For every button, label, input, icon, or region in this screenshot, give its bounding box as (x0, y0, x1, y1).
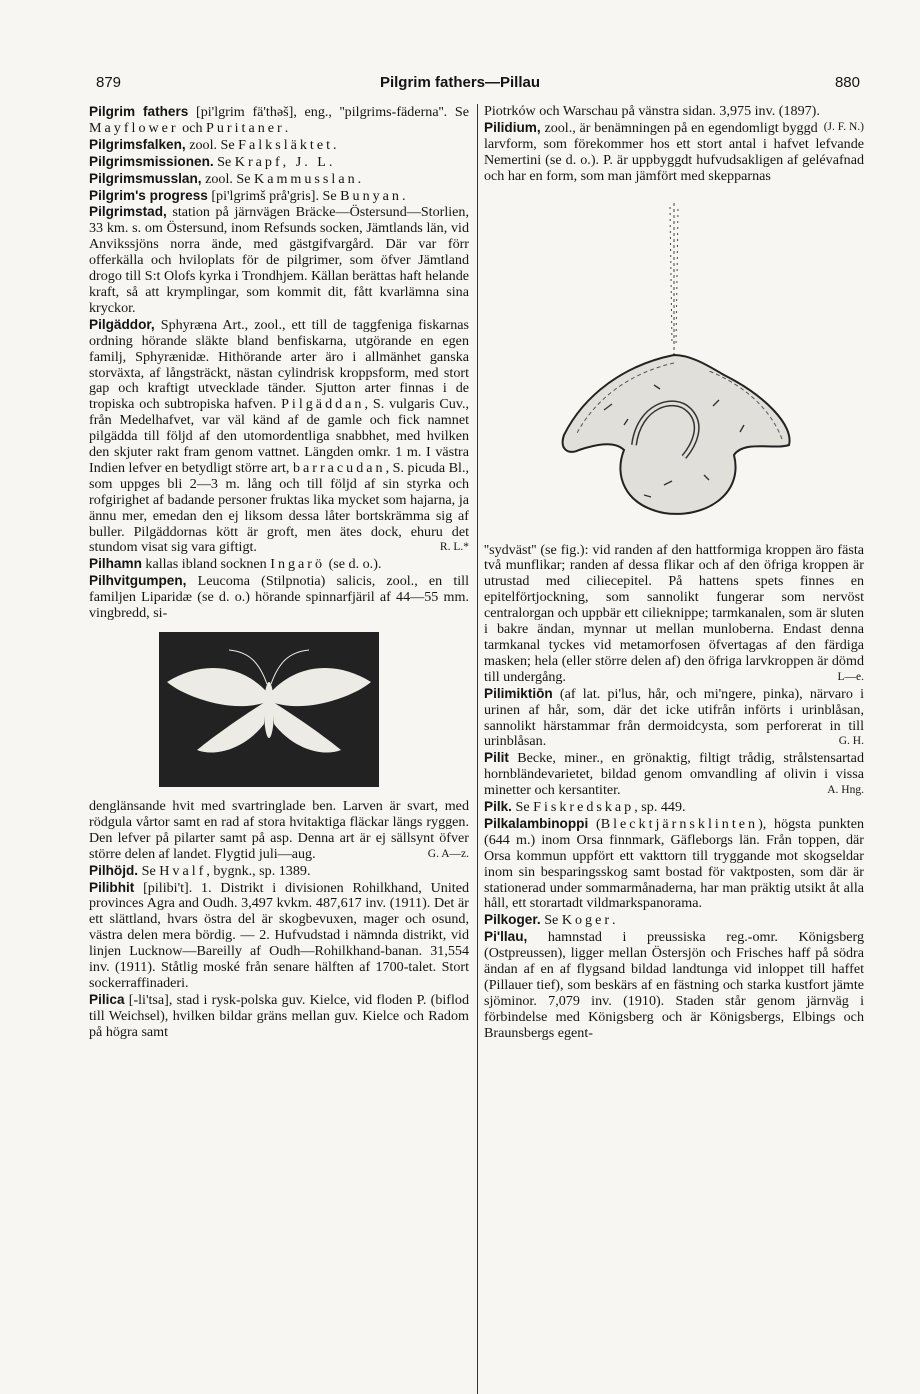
page-number-left: 879 (96, 74, 122, 91)
entry-pilhojd: Pilhöjd. Se Hvalf, bygnk., sp. 1389. (89, 862, 311, 879)
right-column (484, 104, 864, 1042)
left-column (89, 104, 469, 1041)
entry-pilidium-continued: ''sydväst'' (se fig.): vid randen af den hattformiga kroppen äro fästa två munflikar; randen af dessa flikar och af den öfriga kroppen är utrustad med ciliecepitel. På hattens spets finnes en epitelförtjockning, som sannolikt fungerar som nervöst centralorgan och uppbär ett cilieknippe; tarmkanalen, som är sluten i bakre ändan, mynnar ut mellan munloberna. Endast denna tarmkanal tyckes vid metamorfosen öfvertagas af den färdiga masken; hela (eller större delen af) den öfriga larvkroppen är dömd till undergång. L—e. (484, 541, 864, 685)
page-number-right: 880 (834, 74, 860, 91)
column-divider (477, 104, 478, 1394)
entry-pilgrims-progress: Pilgrim's progress [pi'lgrimš prå'gris]. Se Bunyan. (89, 187, 406, 204)
entry-pilica-continued: Piotrków och Warschau på vänstra sidan. 3,975 inv. (1897). (J. F. N.) (484, 104, 864, 120)
entry-pilidium: Pilidium, zool., är benämningen på en egendomligt byggd larvform, som förekommer hos ett stort antal i hafvet lefvande Nemertini (se d. o.). P. är uppbyggdt hufvudsakligen af gelévafnad och har en form, som man jämfört med skepparnas (484, 119, 864, 184)
entry-pilgrimsfalken: Pilgrimsfalken, zool. Se Falksläktet. (89, 136, 337, 153)
entry-pilk: Pilk. Se Fiskredskap, sp. 449. (484, 799, 686, 816)
entry-pilica: Pilica [-li'tsa], stad i rysk-polska guv. Kielce, vid floden P. (biflod till Weichsel), hvilken bildar gräns mellan guv. Kielce och Radom på högra samt (89, 991, 469, 1040)
signature: (J. F. N.) (823, 120, 864, 133)
entry-pilgrimsmusslan: Pilgrimsmusslan, zool. Se Kammusslan. (89, 170, 362, 187)
entry-pilkoger: Pilkoger. Se Koger. (484, 912, 616, 929)
entry-pilhvitgumpen-continued: denglänsande hvit med svartringlade ben. Larven är svart, med rödgula vårtor samt en rad af stora hvitaktiga fläckar längs ryggen. Den lefver på pilarter samt på asp. Denna art är ej sällsynt öfver större delen af landet. Flygtid juli—aug. G. A—z. (89, 798, 469, 862)
entry-pillau: Pi'llau, hamnstad i preussiska reg.-omr. Königsberg (Ostpreussen), ligger mellan Östersjön och Frisches haff på södra ändan af en af flygsand bildad landtunga vid inloppet till haffet (Pillauer tief), som beskärs af en fästning och starka kustfort jämte sjöminor. 7,079 inv. (1910). Staden står genom järnväg i förbindelse med Königsberg och är Königsbergs, Elbings och Braunsbergs egent- (484, 929, 864, 1041)
running-header (0, 74, 920, 94)
entry-pilibhit: Pilibhit [pilibi't]. 1. Distrikt i divisionen Rohilkhand, United provinces Agra and Oudh. 3,497 kvkm. 487,617 inv. (1911). Det är ett slättland, hvars östra del är skogbevuxen, mager och osund, västra delen mera bördig. — 2. Hufvudstad i nämnda distrikt, vid linjen Lucknow—Bareilly af Oudh—Rohilkhand-banan. 31,554 inv. (1911). Ståtlig moské från senare hälften af 1700-talet. Stort sockerraffinaderi. (89, 879, 469, 991)
entry-pilit: Pilit Becke, miner., en grönaktig, filtigt trådig, strålstensartad hornbländevarietet, bildad genom omvandling af olivin i vissa minetter och kersantiter. A. Hng. (484, 750, 864, 799)
signature: A. Hng. (827, 784, 864, 797)
signature: G. H. (838, 735, 864, 748)
entry-pilimiktion: Pilimiktiōn (af lat. pi'lus, hår, och mi'ngere, pinka), närvaro i urinen af hår, som, där det icke utifrån införts i urinblåsan, sannolikt härstammar från dermoidcysta, som perforerat in till urinblåsan. G. H. (484, 685, 864, 750)
entry-pilkalambinoppi: Pilkalambinoppi (Blecktjärnsklinten), högsta punkten (644 m.) inom Orsa finnmark, Gäfleborgs län. Från toppen, där Orsa kommun uppfört ett vakttorn till tryggande mot skogseldar inom sin besparingsskog samt bostad för vaktposten, som där är stationerad under sommarmånaderna, har man präktig utsikt åt alla håll, ett storartadt vildmarkspanorama. (484, 815, 865, 912)
signature: R. L.* (439, 541, 469, 554)
moth-figure (159, 632, 379, 787)
signature: G. A—z. (427, 847, 469, 860)
entry-pilgrimsmissionen: Pilgrimsmissionen. Se Krapf, J. L. (89, 153, 336, 170)
signature: L—e. (837, 670, 864, 683)
entry-pilgrimstad: Pilgrimstad, station på järnvägen Bräcke—Östersund—Storlien, 33 km. s. om Östersund, inom Refsunds socken, Jämtlands län, vid Anvikssjöns norra ände, med gästgifvargård. Där var förr offerkälla och hviloplats för de pilgrimer, som öfver Jämtland drogo till S:t Olofs kyrka i Trondhjem. Källan berättas haft helande kraft, så att krymplingar, som kommit dit, fått kvarlämna sina kryckor. (89, 204, 469, 316)
entry-pilgrim-fathers: Pilgrim fathers [pi'lgrim fä'thəš], eng., ''pilgrims-fäderna''. Se Mayflower och Puritaner. (89, 104, 469, 136)
pilidium-larva-figure (544, 195, 804, 535)
entry-pilhamn: Pilhamn kallas ibland socknen Ingarö (se d. o.). (89, 556, 382, 573)
running-title: Pilgrim fathers—Pillau (379, 74, 541, 91)
entry-pilgaddor: Pilgäddor, Sphyræna Art., zool., ett till de taggfeniga fiskarnas ordning hörande släkte bland benfiskarna, utgörande en egen familj, Sphyrænidæ. Hithörande arter äro i allmänhet ganska storväxta, af långsträckt, nästan cylindrisk kroppsform, med stort gap och kraftigt utvecklade tänder. Sjutton arter finnas i de tropiska och subtropiska hafven. Pilgäddan, S. vulgaris Cuv., från Medelhafvet, var väl känd af de gamle och fick namnet pilgädda till följd af den utomordentliga snabbhet, med hvilken den skjuter rakt fram genom vattnet. Längden omkr. 1 m. I västra Indien lefver en betydligt större art, barracudan, S. picuda Bl., som uppges bli 2—3 m. lång och till följd af sin styrka och rofgirighet af badande personer fruktas lika mycket som hajarna, ja ännu mer, emedan den ej liksom dessa låter bortskrämma sig af buller. Pilgäddornas kött är groft, men ätes dock, ehuru det stundom visat sig vara giftigt. R. L.* (89, 316, 469, 556)
entry-pilhvitgumpen: Pilhvitgumpen, Leucoma (Stilpnotia) salicis, zool., en till familjen Liparidæ (se d. o.) hörande spinnarfjäril af 44—55 mm. vingbredd, si- (89, 573, 469, 622)
